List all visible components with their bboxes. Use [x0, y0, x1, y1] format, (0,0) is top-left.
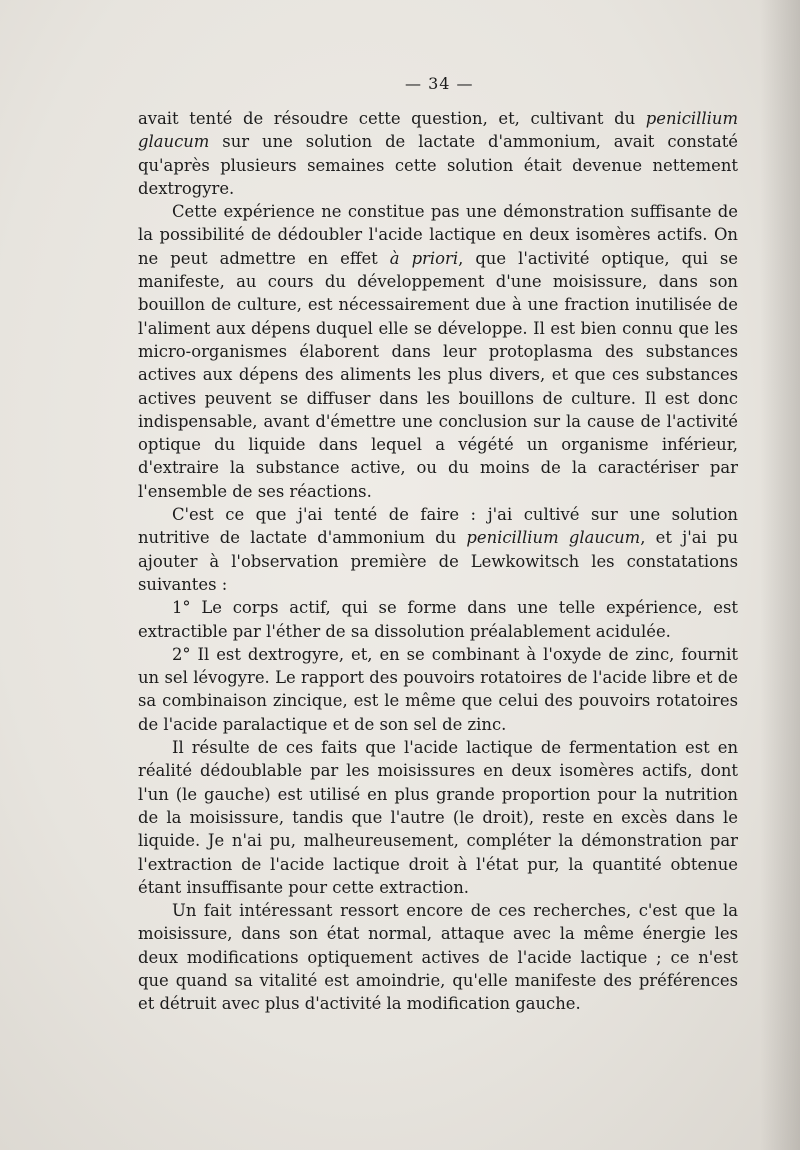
text-segment: 2° Il est dextrogyre, et, en se combinant à l'oxyde de zinc, fournit un sel lévogyre. Le rapport des pouvoirs rotatoires de l'acide libre et de sa combinaison zincique, est le même que celui des pouvoirs rotatoires de l'acide paralactique et de son sel de zinc. — [138, 644, 738, 734]
text-segment: C'est ce que j'ai tenté de faire : j'ai cultivé sur une solution nutritive de lactate d'ammonium du — [138, 505, 738, 548]
text-segment: , que l'activité optique, qui se manifeste, au cours du développement d'une moisissure, dans son bouillon de culture, est nécessairement due à une fraction inutilisée de l'aliment aux dépens duquel elle se développe. Il est bien connu que les micro-organismes élaborent dans leur protoplasma des substances actives aux dépens des aliments les plus divers, et que ces substances actives peuvent se diffuser dans les bouillons de culture. Il est donc indispensable, avant d'émettre une conclusion sur la cause de l'activité optique du liquide dans lequel a végété un organisme inférieur, d'extraire la substance active, ou du moins de la caractériser par l'ensemble de ses réactions. — [138, 248, 738, 501]
text-segment: 1° Le corps actif, qui se forme dans une telle expérience, est extractible par l'éther de sa dissolution préalablement acidulée. — [138, 598, 738, 641]
text-segment-italic: à priori — [389, 248, 459, 268]
text-segment: , et j'ai pu ajouter à l'observation première de Lewkowitsch les constatations suivantes : — [138, 528, 738, 594]
text-segment: avait tenté de résoudre cette question, et, cultivant du — [138, 109, 646, 128]
body-text — [138, 107, 738, 1016]
paragraph-3 — [138, 503, 738, 596]
text-segment: sur une solution de lactate d'ammonium, avait constaté qu'après plusieurs semaines cette solution était devenue nettement dextrogyre. — [138, 132, 738, 198]
page-edge-shadow — [760, 0, 800, 1150]
page-number: — 34 — — [405, 74, 474, 93]
text-segment-italic: penicillium glaucum — [466, 528, 641, 548]
paragraph-5 — [138, 643, 738, 736]
text-segment: Il résulte de ces faits que l'acide lactique de fermentation est en réalité dédoublable par les moisissures en deux isomères actifs, dont l'un (le gauche) est utilisé en plus grande proportion pour la nutrition de la moisissure, tandis que l'autre (le droit), reste en excès dans le liquide. Je n'ai pu, malheureusement, compléter la démonstration par l'extraction de l'acide lactique droit à l'état pur, la quantité obtenue étant insuffisante pour cette extraction. — [138, 738, 738, 897]
paragraph-4 — [138, 596, 738, 643]
paragraph-7 — [138, 899, 738, 1015]
text-segment-italic: penicillium glaucum — [138, 109, 738, 152]
text-segment: Un fait intéressant ressort encore de ces recherches, c'est que la moisissure, dans son état normal, attaque avec la même énergie les deux modifications optiquement actives de l'acide lactique ; ce n'est que quand sa vitalité est amoindrie, qu'elle manifeste des préférences et détruit avec plus d'activité la modification gauche. — [138, 901, 738, 1014]
paragraph-2 — [138, 200, 738, 503]
text-segment: Cette expérience ne constitue pas une démonstration suffisante de la possibilité de dédoubler l'acide lactique en deux isomères actifs. On ne peut admettre en effet — [138, 202, 738, 268]
paragraph-6 — [138, 736, 738, 899]
paragraph-1 — [138, 107, 738, 200]
